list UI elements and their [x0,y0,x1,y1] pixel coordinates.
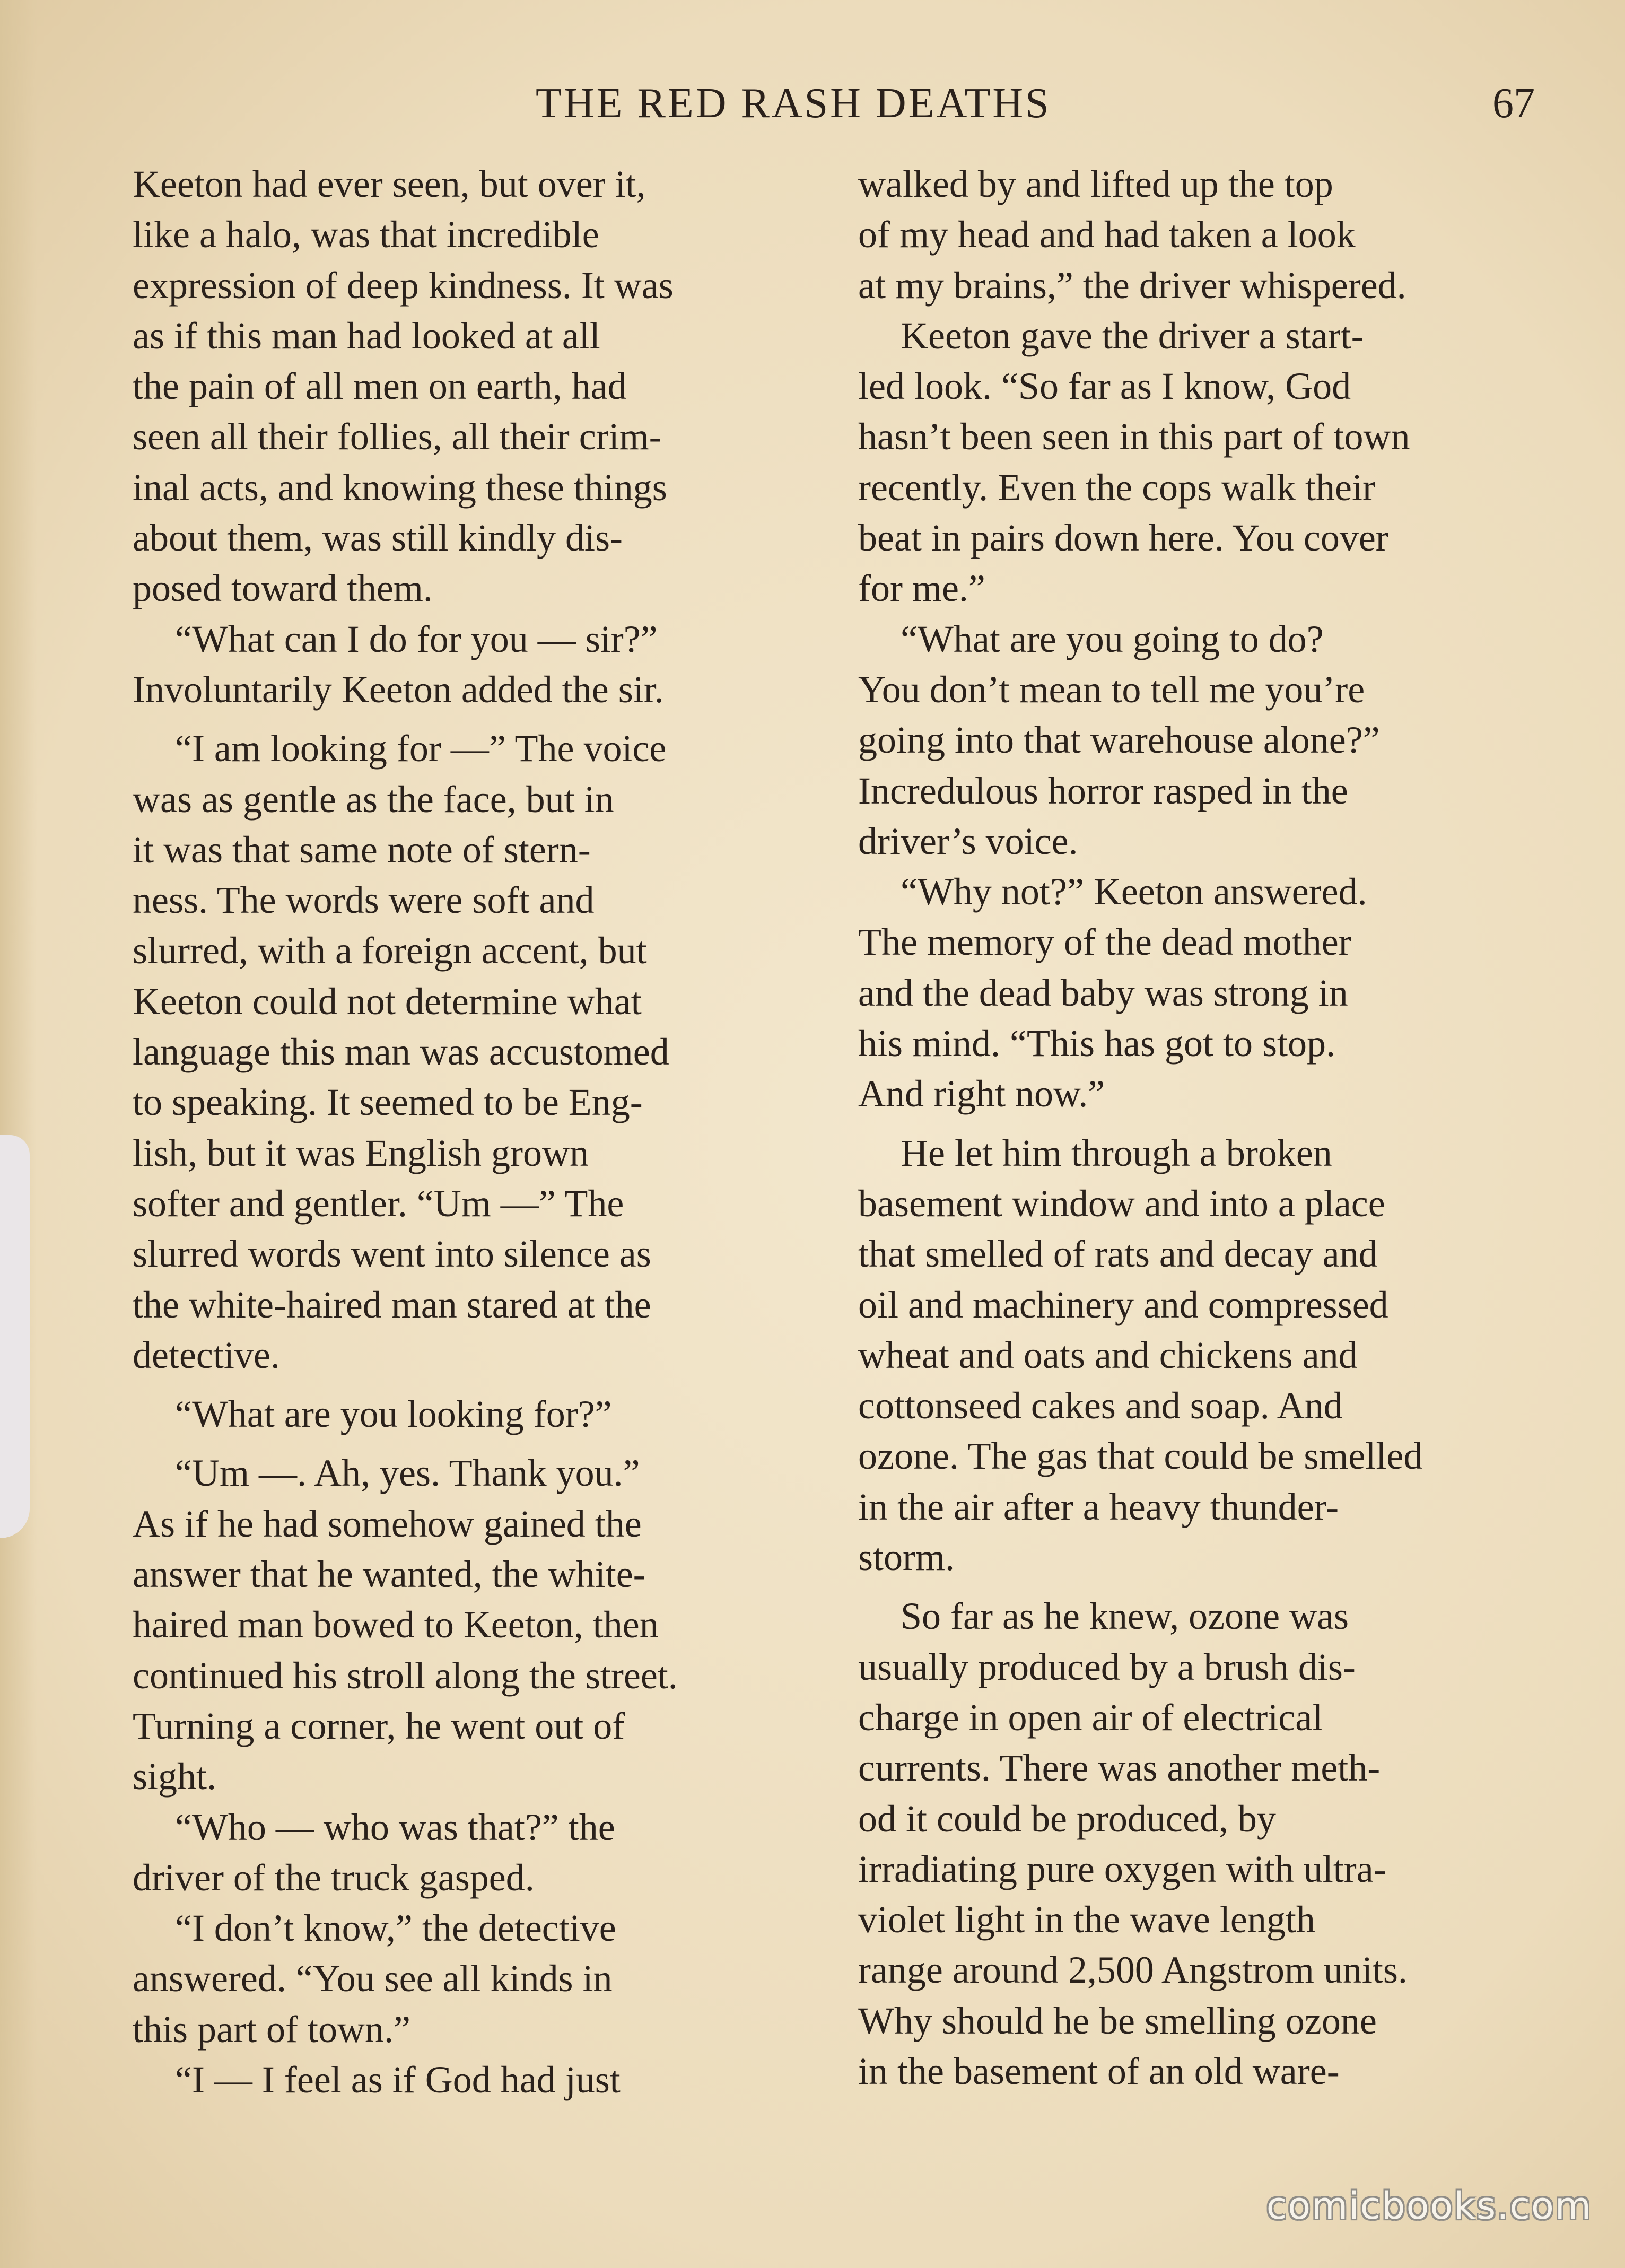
paragraph: walked by and lifted up the top of my head and had taken a look at my brains,” the driver whispered. [858,163,1406,307]
paragraph: He let him through a broken basement window and into a place that smelled of rats and decay and oil and machinery and compressed wheat and oats and chickens and cottonseed cakes and soap. And ozone. The gas that could be smelled in the air after a heavy thunder- storm. [858,1131,1423,1579]
page-header [0,80,1625,138]
page-number: 67 [1492,80,1535,127]
paragraph: “What can I do for you — sir?” Involuntarily Keeton added the sir. [133,617,664,711]
paragraph: “I — I feel as if God had just [175,2058,621,2101]
paragraph: “Who — who was that?” the driver of the truck gasped. [133,1805,615,1899]
watermark-logo: comicbooks.com [1266,2184,1592,2228]
paragraph: Keeton gave the driver a start- led look. “So far as I know, God hasn’t been seen in this part of town recently. Even the cops walk their beat in pairs down here. You cover for me.” [858,314,1410,610]
torn-paper-edge [0,1135,30,1538]
paragraph: Keeton had ever seen, but over it, like a halo, was that incredible expression of deep kindness. It was as if this man had looked at all the pain of all men on earth, had seen all their follies, all their crim- inal acts, and knowing these things about them, was still kindly dis- posed toward them. [133,163,674,610]
left-column [133,159,798,2105]
right-column [858,159,1524,2097]
paragraph: “I am looking for —” The voice was as gentle as the face, but in it was that same note of stern- ness. The words were soft and slurred, with a foreign accent, but Keeton could not determine what language this man was accustomed to speaking. It seemed to be Eng- lish, but it was English grown softer and gentler. “Um —” The slurred words went into silence as the white-haired man stared at the detective. [133,727,669,1376]
page-spine-shadow [0,0,37,2268]
running-title: THE RED RASH DEATHS [536,80,1051,127]
paragraph: “Um —. Ah, yes. Thank you.” As if he had somehow gained the answer that he wanted, the white- haired man bowed to Keeton, then continued his stroll along the street. Turning a corner, he went out of sight. [133,1452,678,1798]
paragraph: “What are you looking for?” [175,1393,612,1436]
paragraph: “Why not?” Keeton answered. The memory of the dead mother and the dead baby was strong in his mind. “This has got to stop. And right now.” [858,870,1367,1115]
paragraph: So far as he knew, ozone was usually produced by a brush dis- charge in open air of electrical currents. There was another meth- od it could be produced, by irradiating pure oxygen with ultra- violet light in the wave length range around 2,500 Angstrom units. Why should he be smelling ozone in the basement of an old ware- [858,1595,1408,2092]
paragraph: “I don’t know,” the detective answered. “You see all kinds in this part of town.” [133,1907,616,2051]
paragraph: “What are you going to do? You don’t mean to tell me you’re going into that warehouse alone?” Incredulous horror rasped in the driver’s voice. [858,617,1380,862]
